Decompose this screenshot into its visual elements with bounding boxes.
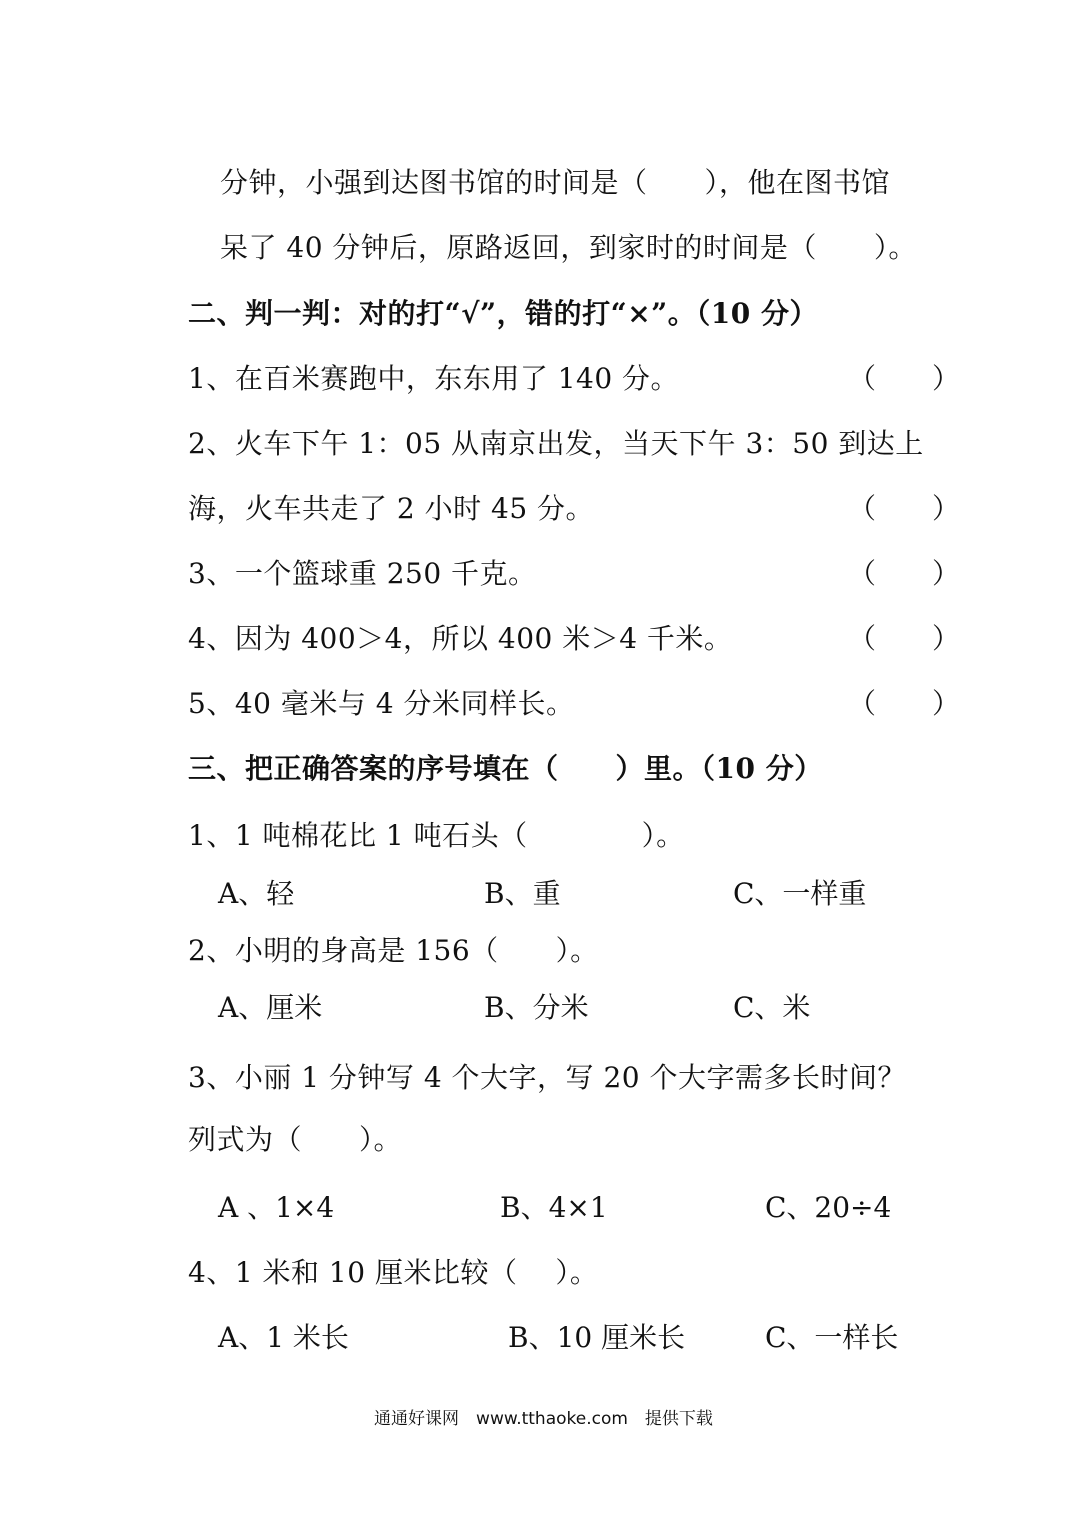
judge-question-2-line-1: 2、火车下午 1：05 从南京出发，当天下午 3：50 到达上 [188, 427, 924, 460]
choice-question-3-line-1: 3、小丽 1 分钟写 4 个大字，写 20 个大字需多长时间？ [188, 1061, 906, 1094]
choice-question-4: 4、1 米和 10 厘米比较（ ）。 [188, 1256, 599, 1289]
judge-question-4: 4、因为 400＞4，所以 400 米＞4 千米。 [188, 622, 733, 655]
judge-answer-1[interactable]: （ ） [848, 362, 961, 395]
choice-3-option-a[interactable]: A 、1×4 [218, 1191, 335, 1224]
choice-1-option-c[interactable]: C、一样重 [733, 877, 867, 910]
choice-2-option-c[interactable]: C、米 [733, 991, 811, 1024]
section-3-title: 三、把正确答案的序号填在（ ）里。（10 分） [188, 752, 823, 785]
choice-1-option-b[interactable]: B、重 [484, 877, 561, 910]
choice-question-3-line-2: 列式为（ ）。 [188, 1123, 403, 1156]
choice-4-option-c[interactable]: C、一样长 [765, 1321, 899, 1354]
choice-2-option-a[interactable]: A、厘米 [218, 991, 323, 1024]
judge-answer-2[interactable]: （ ） [848, 492, 961, 525]
judge-question-5: 5、40 毫米与 4 分米同样长。 [188, 687, 575, 720]
judge-answer-3[interactable]: （ ） [848, 557, 961, 590]
intro-line-2: 呆了 40 分钟后，原路返回，到家时的时间是（ ）。 [220, 231, 917, 264]
choice-4-option-b[interactable]: B、10 厘米长 [508, 1321, 686, 1354]
choice-1-option-a[interactable]: A、轻 [218, 877, 295, 910]
footer-credit: 通通好课网 www.tthaoke.com 提供下载 [374, 1409, 713, 1429]
section-2-title: 二、判一判：对的打“√”，错的打“×”。（10 分） [188, 297, 819, 330]
intro-line-1: 分钟，小强到达图书馆的时间是（ ），他在图书馆 [220, 166, 891, 199]
judge-question-2-line-2: 海，火车共走了 2 小时 45 分。 [188, 492, 595, 525]
choice-3-option-b[interactable]: B、4×1 [500, 1191, 608, 1224]
judge-question-1: 1、在百米赛跑中，东东用了 140 分。 [188, 362, 680, 395]
choice-3-option-c[interactable]: C、20÷4 [765, 1191, 892, 1224]
choice-4-option-a[interactable]: A、1 米长 [218, 1321, 349, 1354]
choice-2-option-b[interactable]: B、分米 [484, 991, 589, 1024]
choice-question-2: 2、小明的身高是 156（ ）。 [188, 934, 599, 967]
judge-answer-5[interactable]: （ ） [848, 687, 961, 720]
judge-question-3: 3、一个篮球重 250 千克。 [188, 557, 537, 590]
choice-question-1: 1、1 吨棉花比 1 吨石头（ ）。 [188, 819, 685, 852]
judge-answer-4[interactable]: （ ） [848, 622, 961, 655]
